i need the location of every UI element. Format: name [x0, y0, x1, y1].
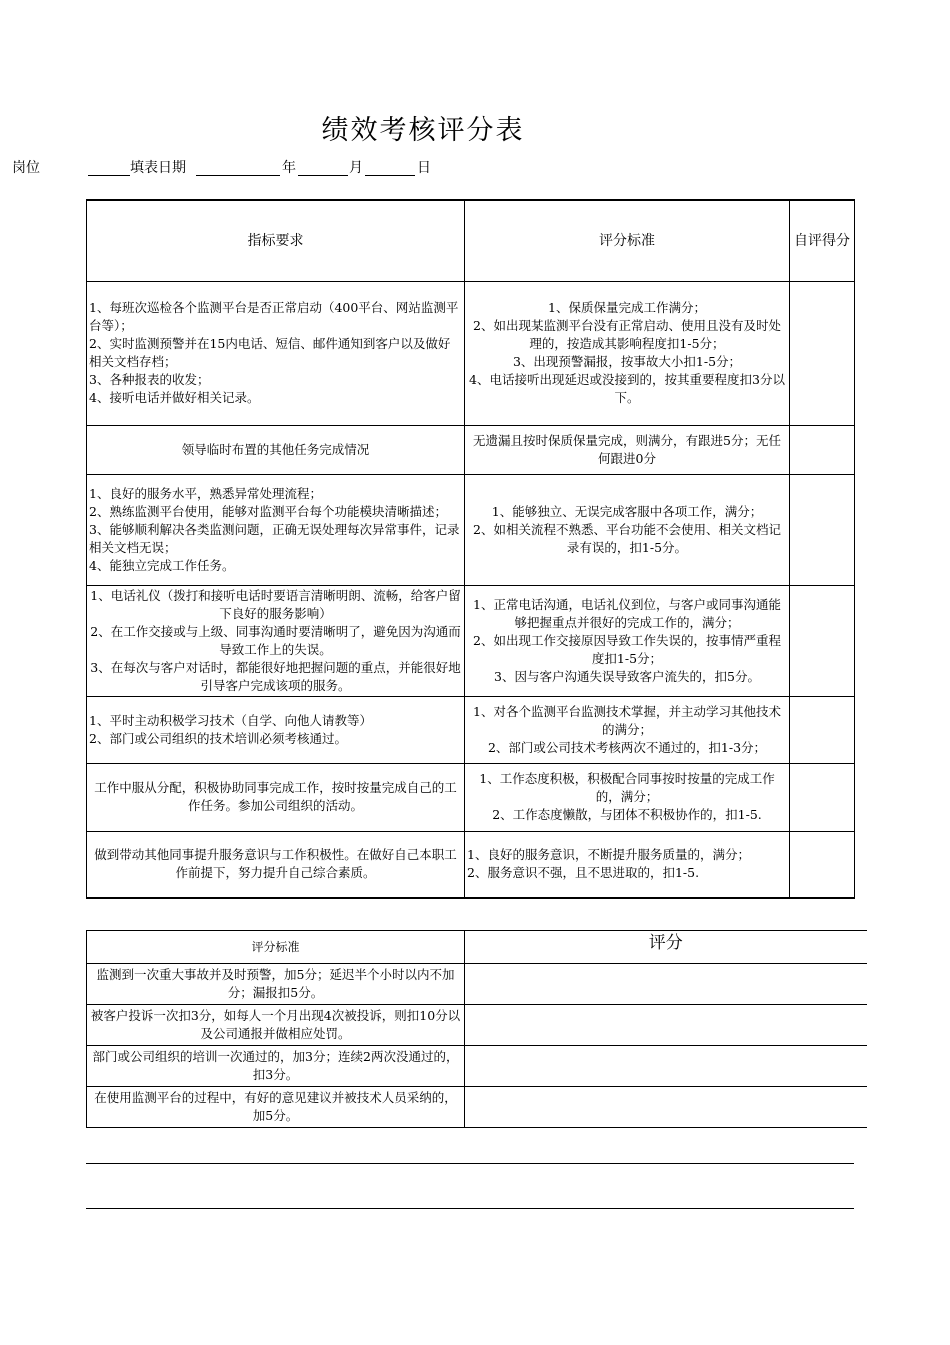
self-score-cell[interactable] [790, 831, 855, 898]
requirement-cell: 1、平时主动积极学习技术（自学、向他人请教等） 2、部门或公司组织的技术培训必须考核通过。 [87, 696, 465, 763]
bonus-score-cell[interactable] [465, 1005, 867, 1046]
date-blank[interactable] [196, 175, 280, 176]
header-self-score: 自评得分 [790, 200, 855, 281]
criteria-cell: 1、对各个监测平台监测技术掌握，并主动学习其他技术的满分； 2、部门或公司技术考核两次不通过的，扣1-3分； [465, 696, 790, 763]
page-title: 绩效考核评分表 [321, 115, 525, 146]
criteria-cell: 1、工作态度积极，积极配合同事按时按量的完成工作的，满分； 2、工作态度懒散，与团体不积极协作的，扣1-5. [465, 763, 790, 831]
month-blank[interactable] [365, 175, 415, 176]
criteria-cell: 无遗漏且按时保质保量完成，则满分，有跟进5分；无任何跟进0分 [465, 425, 790, 474]
table-row [87, 474, 855, 585]
divider-line [86, 1208, 854, 1209]
divider-line [86, 1163, 854, 1164]
requirement-cell: 1、每班次巡检各个监测平台是否正常启动（400平台、网站监测平台等）； 2、实时监测预警并在15内电话、短信、邮件通知到客户以及做好相关文档存档； 3、各种报表的收发； 4、接听电话并做好相关记录。 [87, 281, 465, 425]
self-score-cell[interactable] [790, 474, 855, 585]
requirement-cell: 领导临时布置的其他任务完成情况 [87, 425, 465, 474]
header-info [12, 157, 852, 179]
self-score-cell[interactable] [790, 763, 855, 831]
day-label: 日 [417, 160, 431, 176]
year-blank[interactable] [298, 175, 348, 176]
requirement-cell: 工作中服从分配，积极协助同事完成工作，按时按量完成自己的工作任务。参加公司组织的活动。 [87, 763, 465, 831]
criteria-cell: 1、能够独立、无误完成客服中各项工作，满分； 2、如相关流程不熟悉、平台功能不会使用、相关文档记录有误的，扣1-5分。 [465, 474, 790, 585]
position-blank[interactable] [88, 175, 130, 176]
criteria-cell: 1、正常电话沟通，电话礼仪到位，与客户或同事沟通能够把握重点并很好的完成工作的，满分； 2、如出现工作交接原因导致工作失误的，按事情严重程度扣1-5分； 3、因与客户沟通失误导致客户流失的，扣5分。 [465, 585, 790, 696]
criteria-cell: 1、保质保量完成工作满分； 2、如出现某监测平台没有正常启动、使用且没有及时处理的，按造成其影响程度扣1-5分； 3、出现预警漏报，按事故大小扣1-5分； 4、电话接听出现延迟或没接到的，按其重要程度扣3分以下。 [465, 281, 790, 425]
bonus-score-cell[interactable] [465, 964, 867, 1005]
table-row [87, 831, 855, 898]
criteria-cell: 1、良好的服务意识，不断提升服务质量的，满分； 2、服务意识不强，且不思进取的，扣1-5. [465, 831, 790, 898]
bonus-header-score: 评分 [465, 931, 867, 964]
self-score-cell[interactable] [790, 696, 855, 763]
self-score-cell[interactable] [790, 585, 855, 696]
bonus-header-row [87, 931, 867, 964]
self-score-cell[interactable] [790, 425, 855, 474]
bonus-score-cell[interactable] [465, 1087, 867, 1128]
bonus-row [87, 1046, 867, 1087]
bonus-criteria-cell: 监测到一次重大事故并及时预警，加5分；延迟半个小时以内不加分；漏报扣5分。 [87, 964, 465, 1005]
table-row [87, 763, 855, 831]
table-row [87, 696, 855, 763]
bonus-table [86, 930, 867, 1128]
year-label: 年 [282, 160, 296, 176]
requirement-cell: 1、电话礼仪（拨打和接听电话时要语言清晰明朗、流畅，给客户留下良好的服务影响） 2、在工作交接或与上级、同事沟通时要清晰明了，避免因为沟通而导致工作上的失误。 3、在每次与客户对话时，都能很好地把握问题的重点，并能很好地引导客户完成该项的服务。 [87, 585, 465, 696]
bonus-row [87, 1087, 867, 1128]
bonus-header-criteria: 评分标准 [87, 931, 465, 964]
bonus-criteria-cell: 部门或公司组织的培训一次通过的，加3分；连续2两次没通过的，扣3分。 [87, 1046, 465, 1087]
requirement-cell: 1、良好的服务水平，熟悉异常处理流程； 2、熟练监测平台使用，能够对监测平台每个功能模块清晰描述； 3、能够顺利解决各类监测问题，正确无误处理每次异常事件，记录相关文档无误； 4、能独立完成工作任务。 [87, 474, 465, 585]
self-score-cell[interactable] [790, 281, 855, 425]
bonus-criteria-cell: 被客户投诉一次扣3分，如每人一个月出现4次被投诉，则扣10分以及公司通报并做相应处罚。 [87, 1005, 465, 1046]
date-label: 填表日期 [130, 160, 186, 176]
month-label: 月 [349, 160, 363, 176]
position-label: 岗位 [12, 160, 40, 176]
evaluation-table [86, 199, 855, 899]
header-criteria: 评分标准 [465, 200, 790, 281]
bonus-row [87, 1005, 867, 1046]
table-header-row [87, 200, 855, 281]
table-row [87, 425, 855, 474]
bonus-criteria-cell: 在使用监测平台的过程中，有好的意见建议并被技术人员采纳的，加5分。 [87, 1087, 465, 1128]
bonus-score-cell[interactable] [465, 1046, 867, 1087]
table-row [87, 281, 855, 425]
header-requirement: 指标要求 [87, 200, 465, 281]
bonus-row [87, 964, 867, 1005]
requirement-cell: 做到带动其他同事提升服务意识与工作积极性。在做好自己本职工作前提下，努力提升自己综合素质。 [87, 831, 465, 898]
table-row [87, 585, 855, 696]
